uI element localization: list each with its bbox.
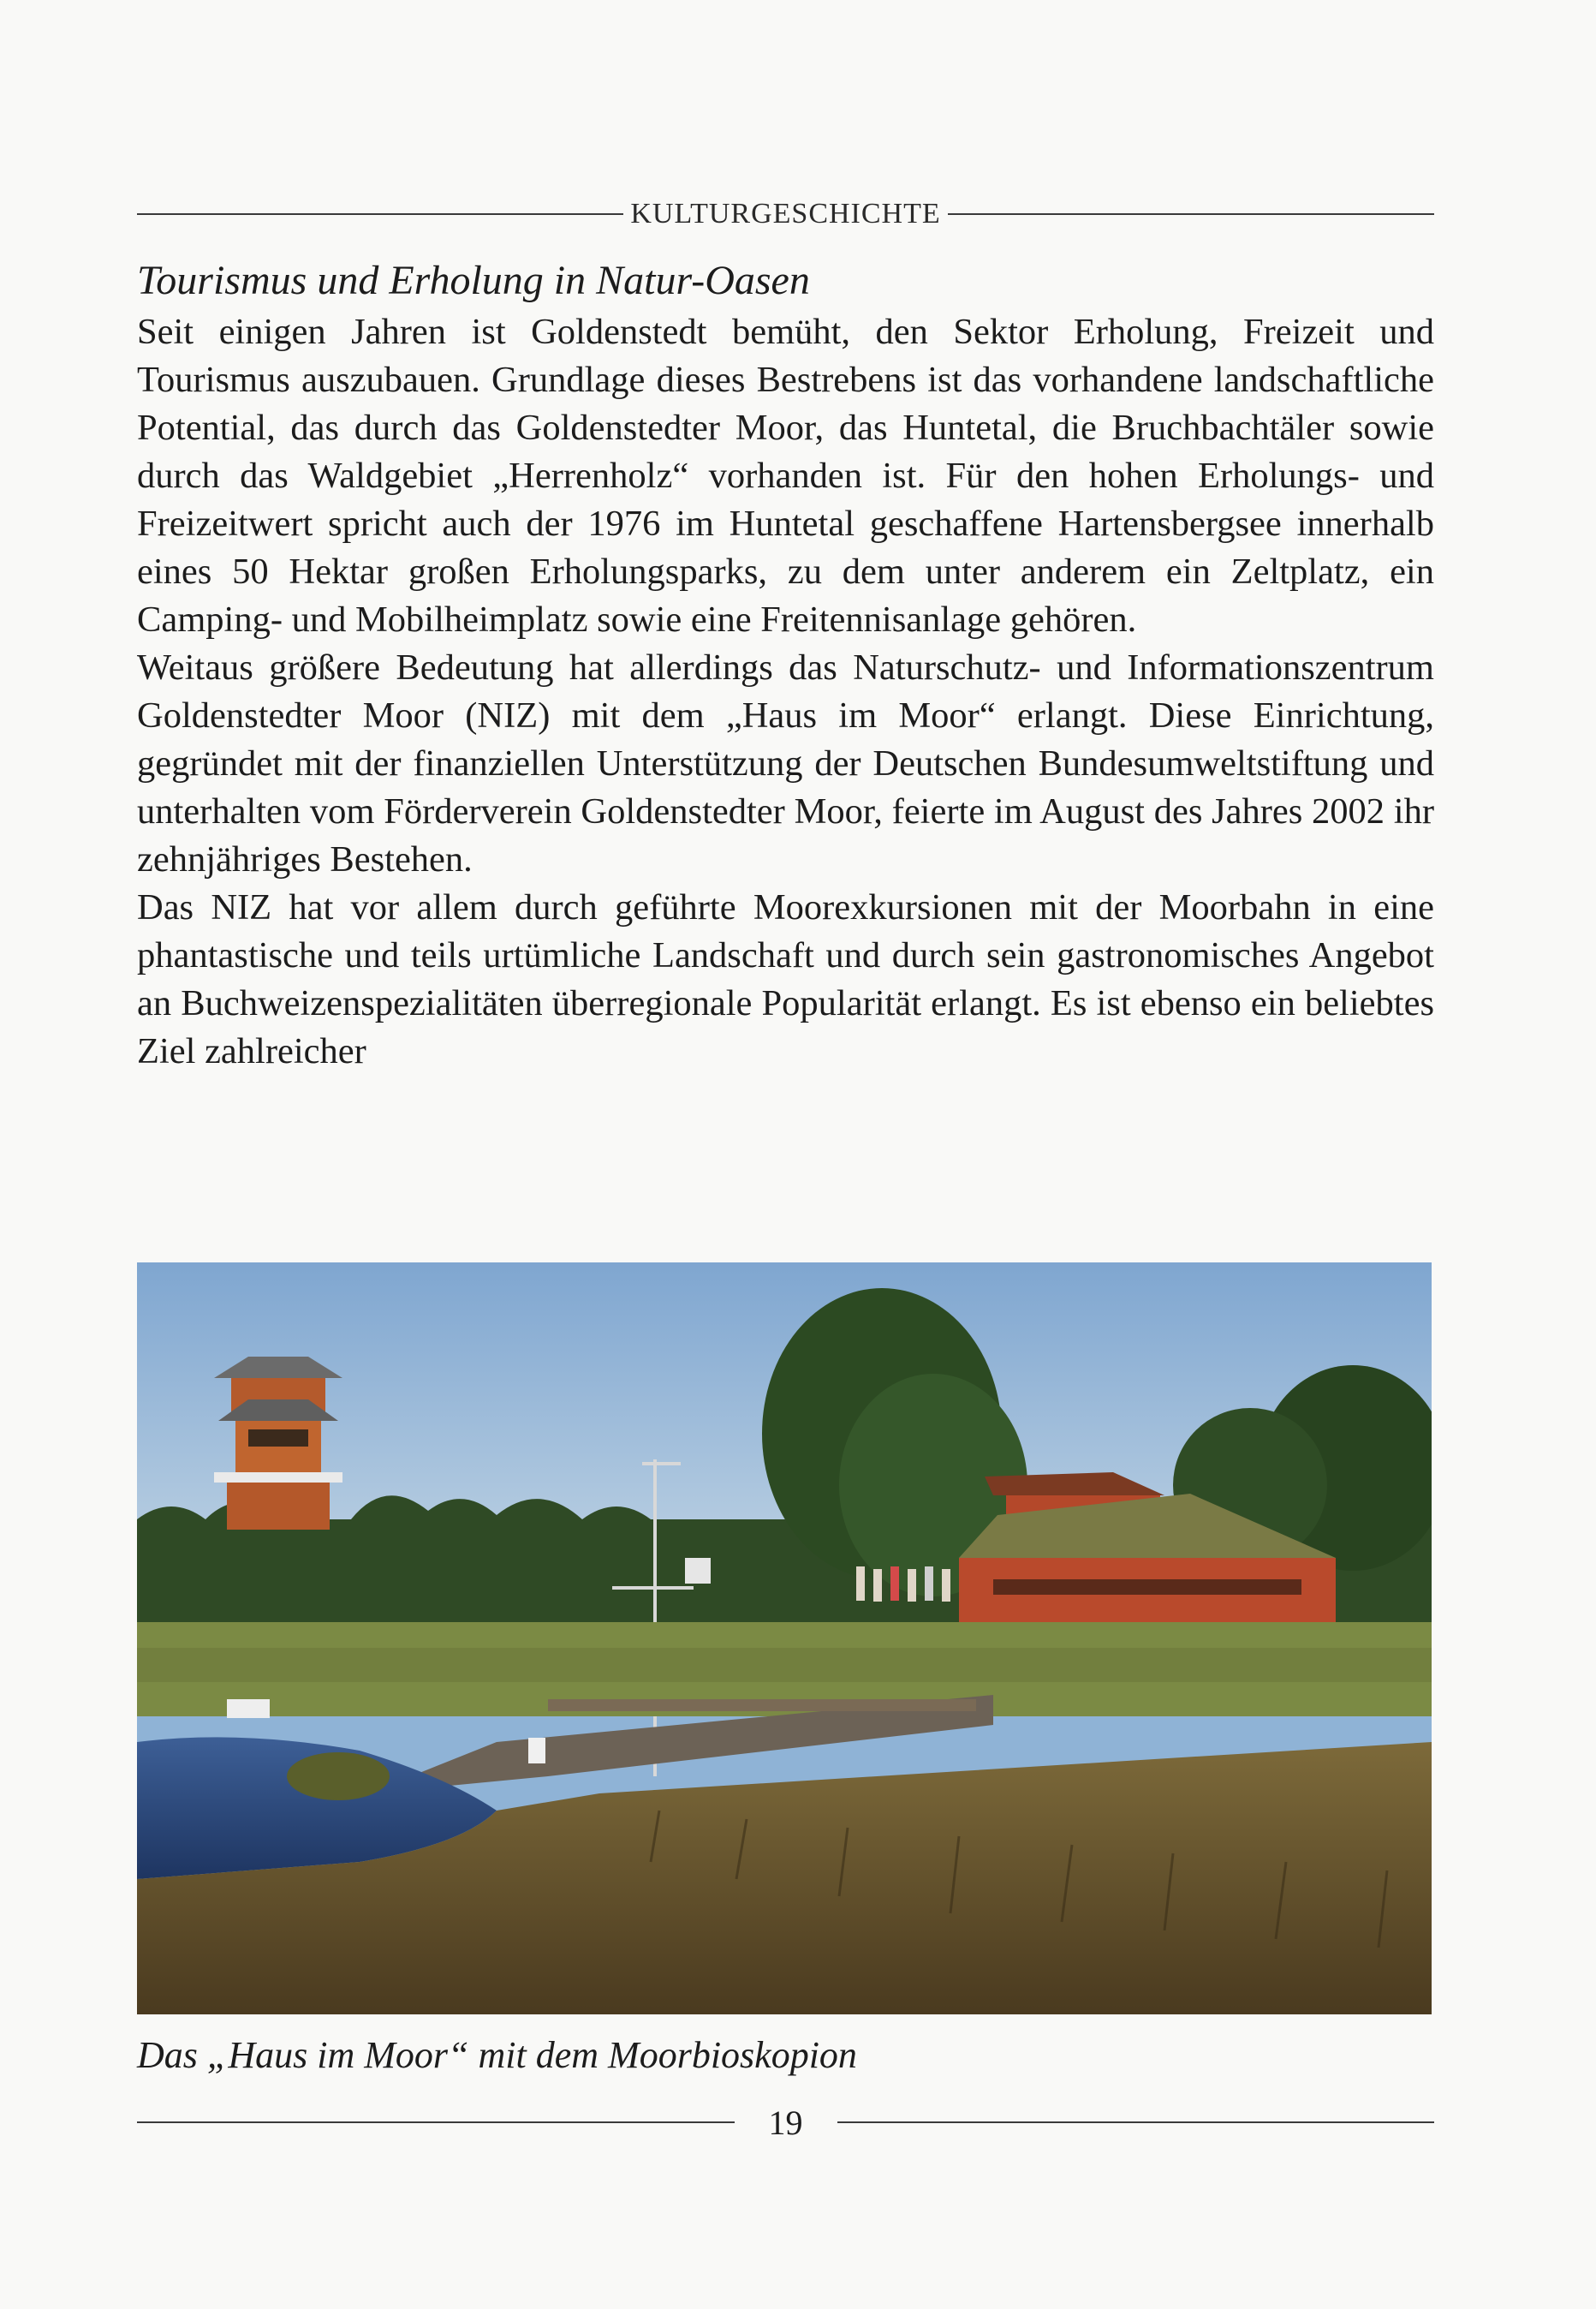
paragraph: Seit einigen Jahren ist Goldenstedt bemüht, den Sektor Erholung, Freizeit und Tourismus auszubauen. Grundlage dieses Bestrebens ist das vorhandene landschaftliche Potential, das durch das Goldenstedter Moor, das Huntetal, die Bruchbachtäler sowie durch das Waldgebiet „Herrenholz“ vorhanden ist. Für den hohen Erholungs- und Freizeitwert spricht auch der 1976 im Huntetal geschaffene Hartensbergsee innerhalb eines 50 Hektar großen Erholungsparks, zu dem unter anderem ein Zeltplatz, ein Camping- und Mobilheimplatz sowie eine Freitennisanlage gehören. bbox=[137, 312, 1434, 640]
paragraph: Das NIZ hat vor allem durch geführte Moorexkursionen mit der Moorbahn in eine phantastische und teils urtümliche Landschaft und durch sein gastronomisches Angebot an Buchweizenspezialitäten überregionale Popularität erlangt. Es ist ebenso ein beliebtes Ziel zahlreicher bbox=[137, 887, 1434, 1071]
article-body bbox=[137, 308, 1434, 1076]
footer-rule-right bbox=[837, 2121, 1435, 2123]
footer-rule-left bbox=[137, 2121, 735, 2123]
page-footer bbox=[137, 2097, 1434, 2148]
page-number: 19 bbox=[768, 2103, 803, 2142]
section-label: KULTURGESCHICHTE bbox=[630, 198, 941, 230]
header-rule-right bbox=[948, 213, 1434, 215]
header-rule-left bbox=[137, 213, 623, 215]
rain-gauge bbox=[528, 1738, 545, 1763]
running-header bbox=[137, 188, 1434, 240]
info-sign bbox=[227, 1699, 270, 1718]
photo-haus-im-moor bbox=[137, 1262, 1432, 2014]
paragraph: Weitaus größere Bedeutung hat allerdings das Naturschutz- und Informationszentrum Goldenstedter Moor (NIZ) mit dem „Haus im Moor“ erlangt. Diese Einrichtung, gegründet mit der finanziellen Unterstützung der Deutschen Bundesumweltstiftung und unterhalten vom Förderverein Goldenstedter Moor, feierte im August des Jahres 2002 ihr zehnjähriges Bestehen. bbox=[137, 647, 1434, 880]
photo-caption: Das „Haus im Moor“ mit dem Moorbioskopion bbox=[137, 2034, 857, 2076]
article-title: Tourismus und Erholung in Natur-Oasen bbox=[137, 258, 810, 303]
